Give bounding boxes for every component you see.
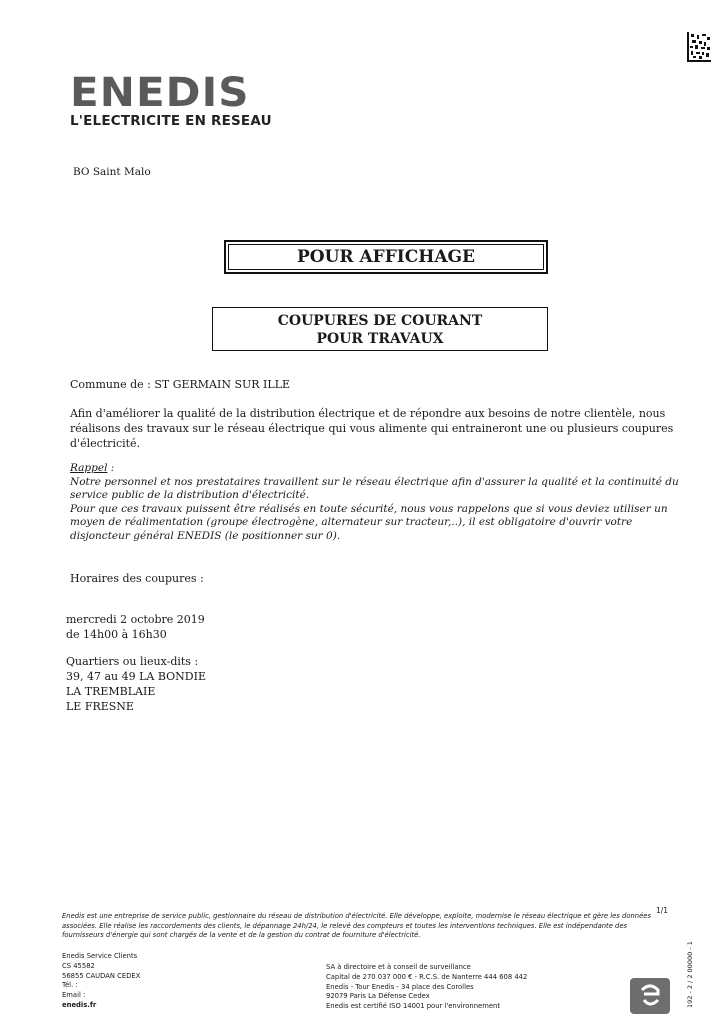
- locations-label: Quartiers ou lieux-dits :: [66, 655, 199, 668]
- corporate-info: [326, 963, 527, 1012]
- reminder-paragraph-1: Notre personnel et nos prestataires travaillent sur le réseau électrique afin d'assurer la qualité et la continuité du service public de la distribution d'électricité.: [70, 475, 679, 501]
- schedule: [66, 612, 205, 642]
- sender-office: BO Saint Malo: [73, 166, 151, 178]
- locations: [66, 654, 206, 714]
- schedule-label: Horaires des coupures :: [70, 572, 204, 585]
- corporate-line: SA à directoire et à conseil de surveillance: [326, 963, 471, 971]
- contact-tel: Tél. :: [62, 981, 78, 990]
- commune: Commune de : ST GERMAIN SUR ILLE: [70, 378, 291, 391]
- contact-block: [62, 952, 140, 1011]
- corporate-line: 92079 Paris La Défense Cedex: [326, 992, 430, 1001]
- document-reference: 192 - 2 / 2 00000 - 1: [686, 941, 694, 1008]
- contact-city: 56855 CAUDAN CEDEX: [62, 971, 141, 980]
- reminder-heading: Rappel: [70, 462, 108, 474]
- corporate-line: Capital de 270 037 000 € - R.C.S. de Nanterre 444 608 442: [326, 972, 528, 981]
- enedis-footer-logo-icon: [630, 978, 670, 1014]
- corporate-line: Enedis est certifié ISO 14001 pour l'environnement: [326, 1002, 501, 1011]
- location-item: 39, 47 au 49 LA BONDIE: [66, 670, 206, 683]
- subtitle-line2: POUR TRAVAUX: [316, 331, 444, 347]
- legal-notice: Enedis est une entreprise de service public, gestionnaire du réseau de distribution d'électricité. Elle développe, exploite, modernise le réseau électrique et gère les données associées. Elle réalise les raccordements des clients, le dépannage 24h/24, le relevé des compteurs et toutes les interventions techniques. Elle est indépendante des fournisseurs d'énergie qui sont chargés de la vente et de la gestion du contrat de fourniture d'électricité.: [62, 912, 652, 939]
- enedis-logo: ENEDIS: [70, 70, 250, 116]
- subtitle-box: [212, 307, 548, 351]
- notice-title: POUR AFFICHAGE: [296, 247, 475, 267]
- contact-cs: CS 45582: [62, 961, 95, 970]
- notice-title-box: [224, 240, 548, 274]
- contact-email: Email :: [62, 991, 86, 1000]
- location-item: LA TREMBLAIE: [66, 685, 156, 698]
- contact-name: Enedis Service Clients: [62, 952, 138, 960]
- reminder-heading-colon: :: [107, 462, 115, 474]
- location-item: LE FRESNE: [66, 700, 134, 713]
- outage-time: de 14h00 à 16h30: [66, 628, 167, 641]
- outage-date: mercredi 2 octobre 2019: [66, 613, 205, 626]
- datamatrix-code-icon: [687, 32, 711, 62]
- logo-tagline: L'ELECTRICITE EN RESEAU: [70, 113, 272, 129]
- intro-paragraph: Afin d'améliorer la qualité de la distribution électrique et de répondre aux besoins de notre clientèle, nous réalisons des travaux sur le réseau électrique qui vous alimente qui entraineront une ou plusieurs coupures d'électricité.: [70, 407, 674, 450]
- reminder-paragraph-2: Pour que ces travaux puissent être réalisés en toute sécurité, nous vous rappelons que si vous deviez utiliser un moyen de réalimentation (groupe électrogène, alternateur sur tracteur,..), il est obligatoire d'ouvrir votre disjoncteur général ENEDIS (le positionner sur 0).: [70, 502, 668, 542]
- contact-website[interactable]: enedis.fr: [62, 1000, 97, 1009]
- corporate-line: Enedis - Tour Enedis - 34 place des Corolles: [326, 982, 474, 991]
- subtitle-line1: COUPURES DE COURANT: [277, 313, 483, 329]
- page-number: 1/1: [656, 906, 669, 915]
- reminder-section: [70, 462, 680, 543]
